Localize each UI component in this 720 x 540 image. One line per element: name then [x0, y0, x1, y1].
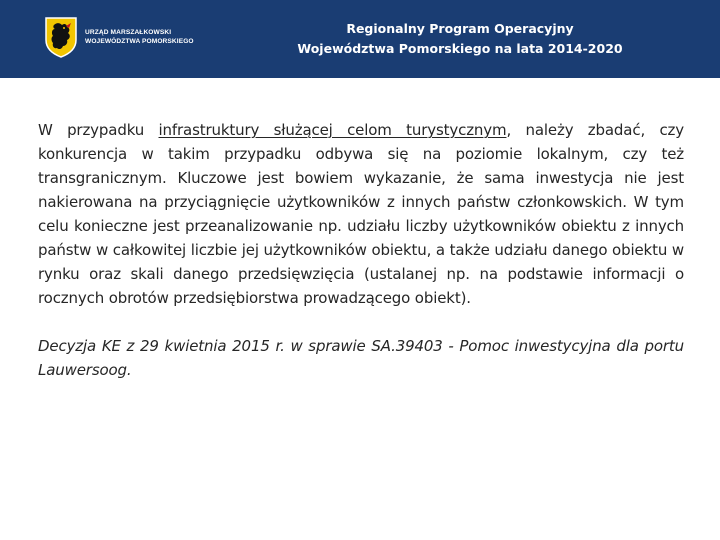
paragraph-prefix: W przypadku — [38, 121, 159, 139]
program-title-line-2: Województwa Pomorskiego na lata 2014-2020 — [297, 41, 623, 56]
griffin-coat-of-arms-icon — [44, 16, 78, 58]
organization-name-line-2: WOJEWÓDZTWA POMORSKIEGO — [85, 38, 194, 45]
slide-content — [38, 118, 684, 382]
header-bar — [0, 0, 720, 78]
logo — [44, 16, 194, 58]
citation: Decyzja KE z 29 kwietnia 2015 r. w sprawie SA.39403 - Pomoc inwestycyjna dla portu Lauwersoog. — [38, 337, 684, 379]
organization-name — [85, 28, 194, 46]
organization-name-line-1: URZĄD MARSZAŁKOWSKI — [85, 29, 172, 36]
program-title-line-1: Regionalny Program Operacyjny — [346, 21, 574, 36]
program-title — [230, 19, 690, 59]
body-paragraph — [38, 118, 684, 310]
paragraph-rest: , należy zbadać, czy konkurencja w takim przypadku odbywa się na poziomie lokalnym, czy też transgranicznym. Kluczowe jest bowiem wykazanie, że sama inwestycja nie jest nakierowana na przyciągnięcie użytkowników z innych państw członkowskich. W tym celu konieczne jest przeanalizowanie np. udziału liczby użytkowników obiektu z innych państw w całkowitej liczbie jej użytkowników obiektu, a także udziału danego obiektu w rynku oraz skali danego przedsięwzięcia (ustalanej np. na podstawie informacji o rocznych obrotów przedsiębiorstwa prowadzącego obiekt). — [38, 121, 684, 307]
underlined-phrase: infrastruktury służącej celom turystycznym — [158, 121, 507, 139]
